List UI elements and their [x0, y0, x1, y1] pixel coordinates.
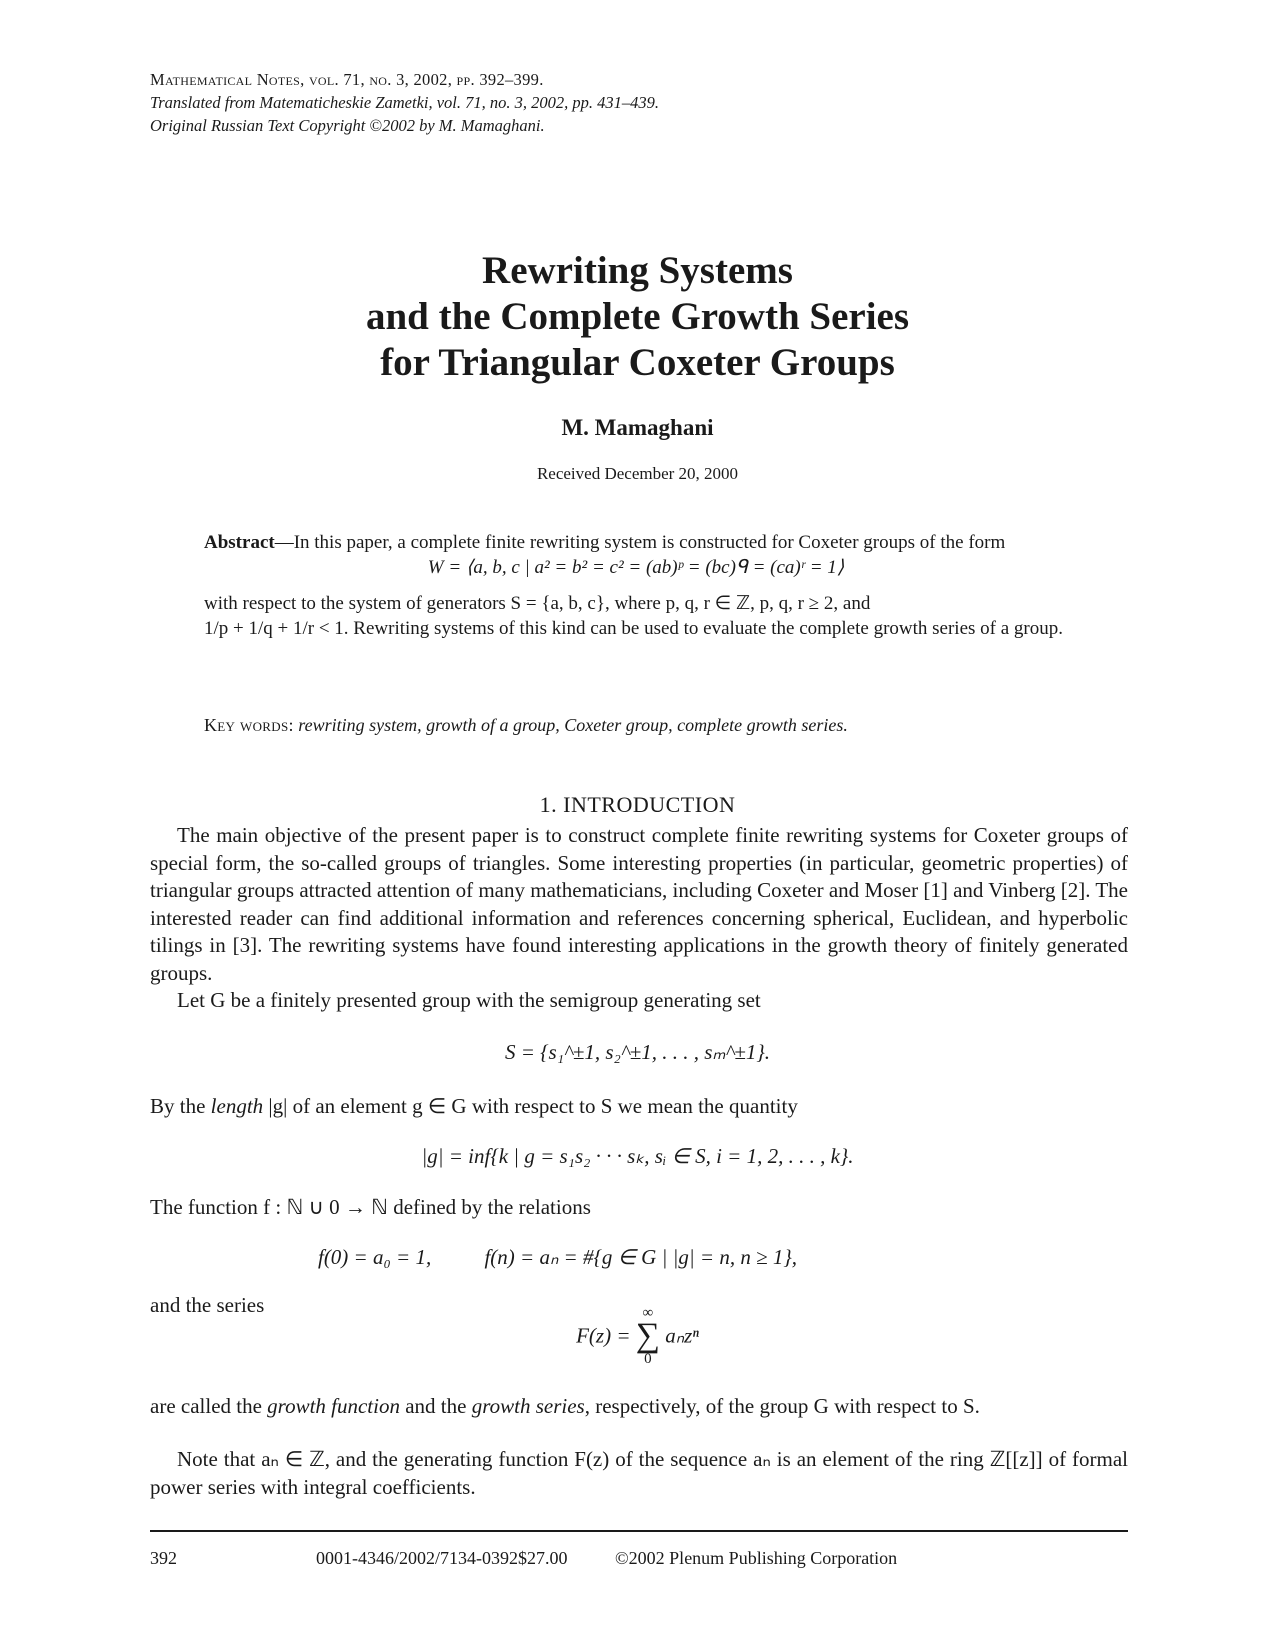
translation-note: Translated from Matematicheskie Zametki, vol. 71, no. 3, 2002, pp. 431–439.	[150, 93, 660, 112]
keywords-value: rewriting system, growth of a group, Coxeter group, complete growth series.	[298, 715, 848, 735]
paragraph-4: The function f : ℕ ∪ 0 → ℕ defined by the relations	[150, 1195, 591, 1219]
footer-rule	[150, 1530, 1128, 1532]
sum-upper-limit: ∞	[642, 1305, 654, 1321]
journal-header	[150, 68, 659, 137]
author-name: M. Mamaghani	[561, 415, 714, 440]
copyright-note: Original Russian Text Copyright ©2002 by M. Mamaghani.	[150, 116, 545, 135]
equation-growth-function	[0, 1245, 1275, 1270]
issn-code: 0001-4346/2002/7134-0392$27.00	[316, 1548, 568, 1568]
paragraph-2: Let G be a finitely presented group with the semigroup generating set	[177, 988, 761, 1012]
eq3-left: f(0) = a₀ = 1,	[317, 1245, 432, 1269]
equation-length: |g| = inf{k | g = s₁s₂ · · · sₖ, sᵢ ∈ S, i = 1, 2, . . . , k}.	[421, 1144, 854, 1168]
equation-generating-set: S = {s₁^±1, s₂^±1, . . . , sₘ^±1}.	[504, 1040, 771, 1064]
journal-citation: Mathematical Notes, vol. 71, no. 3, 2002, pp. 392–399.	[150, 70, 544, 89]
p3-text-a: By the	[150, 1094, 211, 1118]
paragraph-5: and the series	[150, 1293, 265, 1317]
keywords-label: Key words:	[204, 715, 294, 735]
abstract-text-2: 1/p + 1/q + 1/r < 1. Rewriting systems of this kind can be used to evaluate the complete growth series of a group.	[204, 617, 1063, 639]
title-line-3: for Triangular Coxeter Groups	[380, 341, 895, 384]
title-line-1: Rewriting Systems	[482, 249, 793, 292]
equation-growth-series	[0, 1305, 1275, 1367]
paragraph-3	[150, 1093, 1128, 1121]
publisher: ©2002 Plenum Publishing Corporation	[615, 1548, 898, 1568]
p3-text-b: |g| of an element g ∈ G with respect to S we mean the quantity	[263, 1094, 798, 1118]
term-growth-series: growth series	[471, 1394, 585, 1418]
section-heading: 1. INTRODUCTION	[539, 792, 736, 817]
abstract-label: Abstract	[204, 532, 275, 553]
abstract-intro: —In this paper, a complete finite rewriting system is constructed for Coxeter groups of the form	[274, 532, 1006, 553]
keywords	[204, 715, 848, 736]
paragraph-6	[150, 1393, 1128, 1421]
eq4-rhs: aₙzⁿ	[665, 1323, 699, 1348]
abstract-text-1: with respect to the system of generators S = {a, b, c}, where p, q, r ∈ ℤ, p, q, r ≥ 2, and	[204, 593, 871, 614]
sum-symbol	[636, 1305, 660, 1367]
p6-text-b: and the	[399, 1394, 472, 1418]
abstract	[204, 531, 1068, 641]
eq4-lhs: F(z) =	[576, 1323, 631, 1348]
eq3-right: f(n) = aₙ = #{g ∈ G | |g| = n, n ≥ 1},	[484, 1245, 798, 1269]
abstract-formula: W = ⟨a, b, c | a² = b² = c² = (ab)ᵖ = (bc)ᑫ = (ca)ʳ = 1⟩	[427, 556, 845, 578]
page-number: 392	[150, 1548, 177, 1568]
p6-text-c: , respectively, of the group G with respect to S.	[584, 1394, 980, 1418]
term-length: length	[210, 1094, 264, 1118]
term-growth-function: growth function	[267, 1394, 400, 1418]
paper-title	[0, 248, 1275, 386]
title-line-2: and the Complete Growth Series	[365, 295, 910, 338]
sigma-glyph: ∑	[635, 1317, 660, 1354]
p6-text-a: are called the	[150, 1394, 268, 1418]
sum-lower-limit: 0	[644, 1351, 652, 1367]
paragraph-7: Note that aₙ ∈ ℤ, and the generating function F(z) of the sequence aₙ is an element of the ring ℤ[[z]] of formal power series with integral coefficients.	[150, 1447, 1128, 1499]
received-date: Received December 20, 2000	[536, 464, 739, 483]
paragraph-1: The main objective of the present paper is to construct complete finite rewriting systems for Coxeter groups of special form, the so-called groups of triangles. Some interesting properties (in particular, geometric properties) of triangular groups attracted attention of many mathematicians, including Coxeter and Moser [1] and Vinberg [2]. The interested reader can find additional information and references concerning spherical, Euclidean, and hyperbolic tilings in [3]. The rewriting systems have found interesting applications in the growth theory of finitely generated groups.	[150, 823, 1128, 985]
